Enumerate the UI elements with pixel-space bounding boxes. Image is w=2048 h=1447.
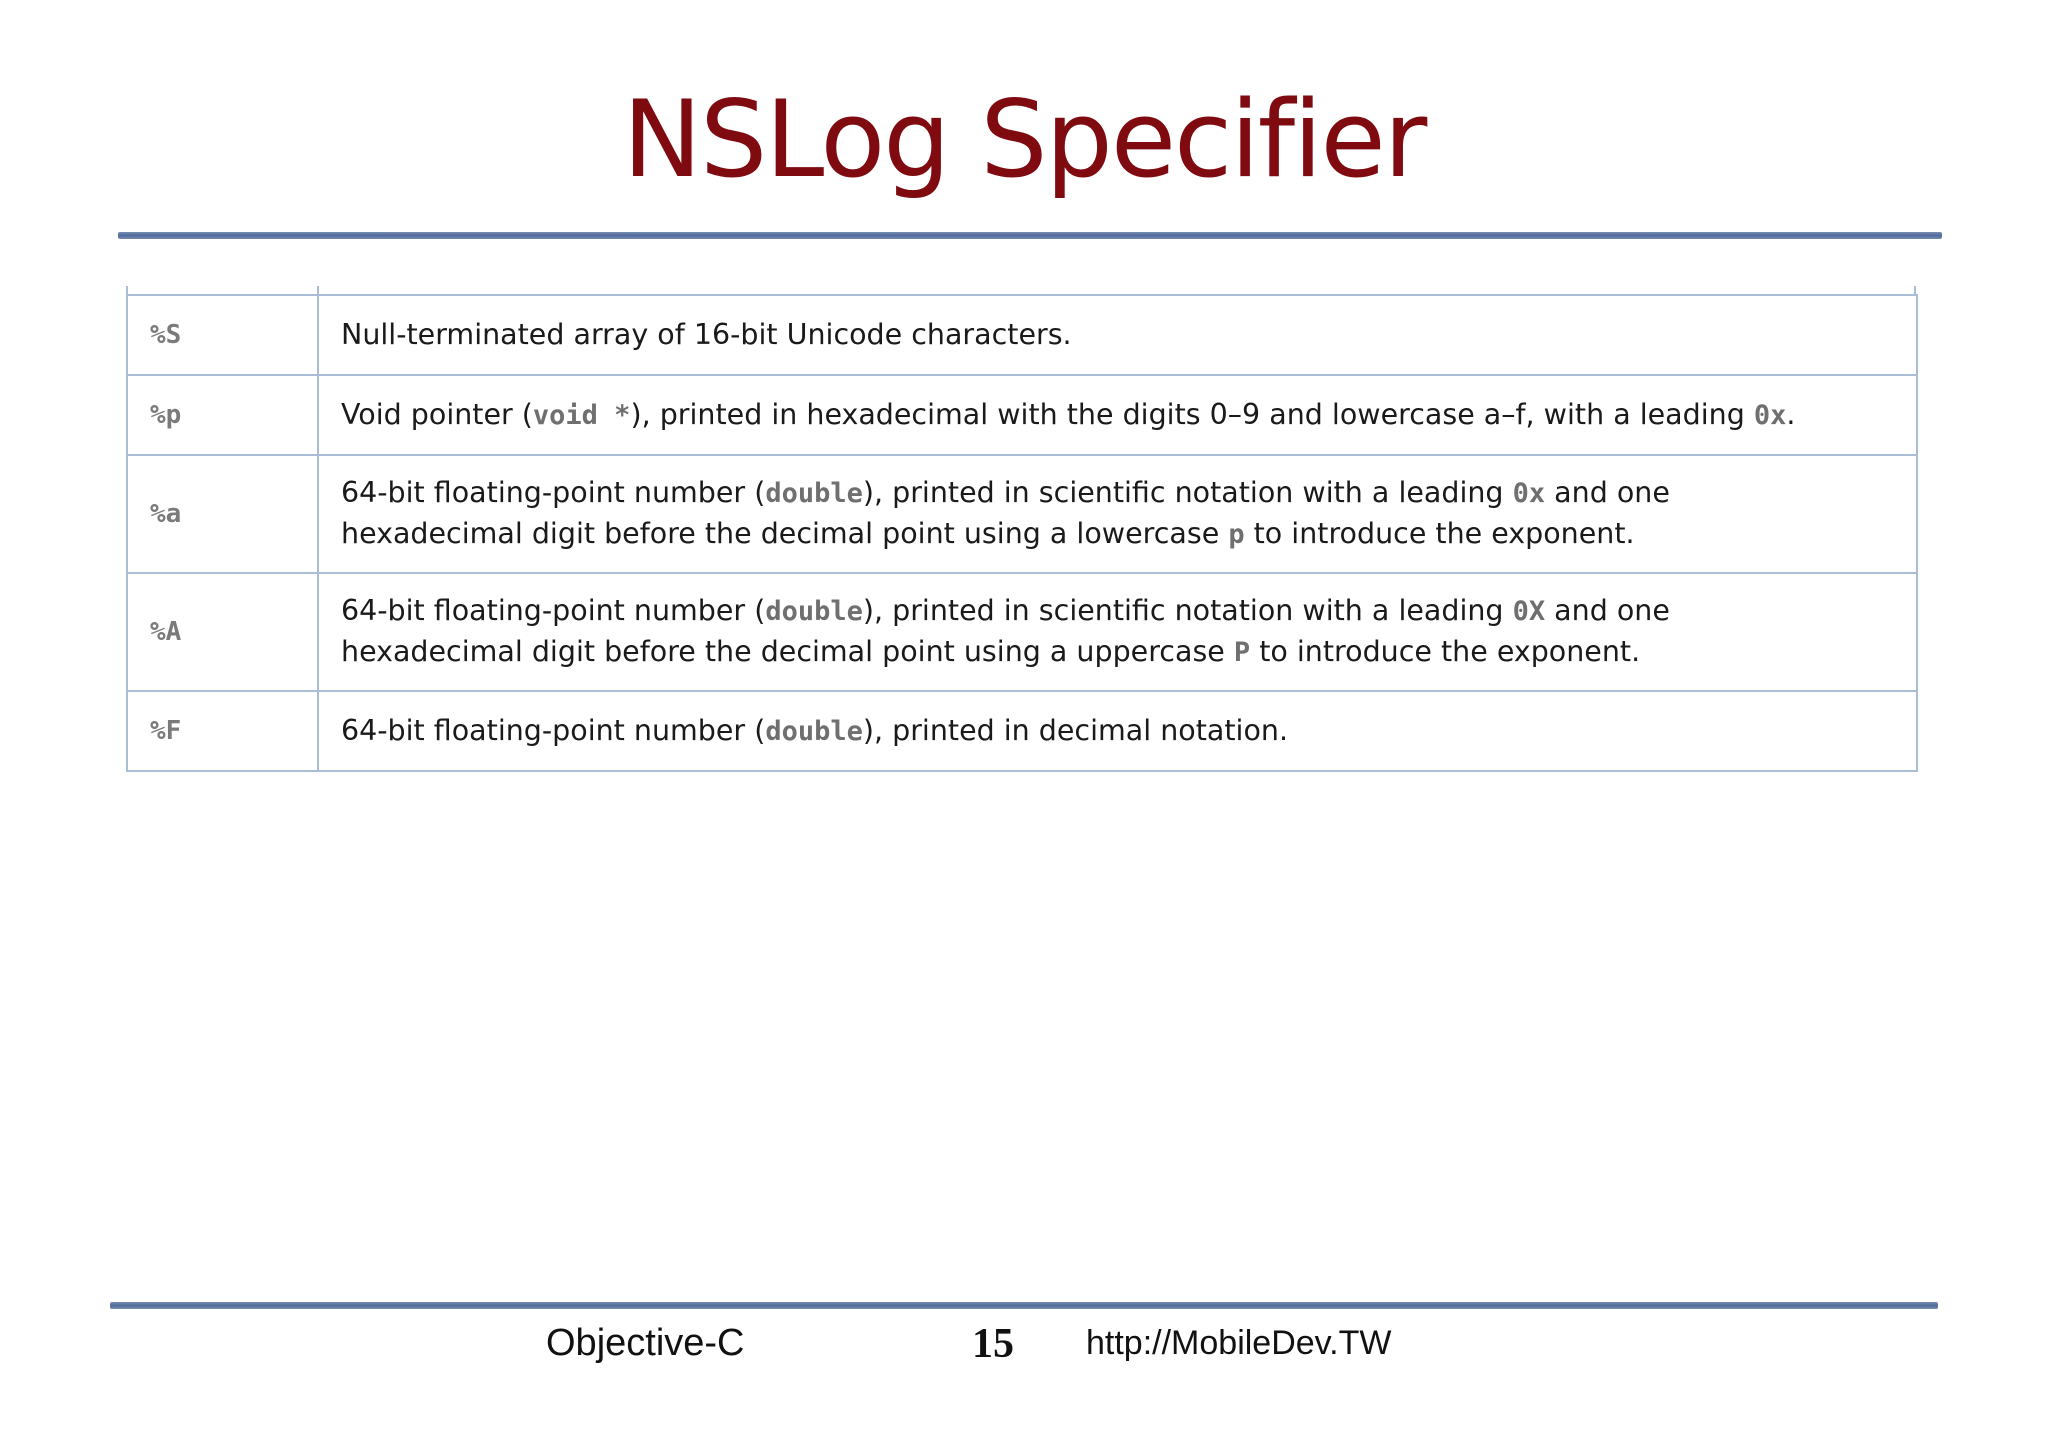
specifier-table-body	[127, 295, 1917, 771]
description-text: 64-bit floating-point number (	[341, 594, 766, 627]
description-text: and one	[1545, 594, 1670, 627]
description-cell	[318, 691, 1917, 771]
code-fragment: 0x	[1753, 399, 1787, 431]
page-number: 15	[972, 1321, 1014, 1367]
description-text: Void pointer (	[341, 397, 533, 431]
description-cell	[318, 455, 1917, 573]
description-text: ), printed in decimal notation.	[862, 713, 1289, 747]
description-text: Null-terminated array of 16-bit Unicode characters.	[341, 318, 1072, 351]
specifier-cell: %S	[127, 295, 318, 375]
description-text: ), printed in hexadecimal with the digits 0–9 and lowercase a–f, with a leading	[630, 397, 1754, 431]
code-fragment: 0x	[1512, 478, 1546, 509]
code-fragment: double	[765, 715, 863, 747]
footer-divider	[110, 1302, 1938, 1309]
description-text: hexadecimal digit before the decimal point using a lowercase	[341, 517, 1229, 550]
description-text: 64-bit floating-point number (	[341, 476, 766, 509]
description-text: hexadecimal digit before the decimal point using a uppercase	[341, 635, 1234, 668]
description-cell	[318, 295, 1917, 375]
description-text: to introduce the exponent.	[1250, 635, 1641, 668]
code-fragment: 0X	[1512, 596, 1546, 627]
code-fragment: p	[1228, 519, 1245, 550]
specifier-cell: %F	[127, 691, 318, 771]
description-text: ), printed in scientific notation with a leading	[862, 594, 1513, 627]
specifier-cell: %p	[127, 375, 318, 455]
code-fragment: void *	[532, 399, 631, 431]
title-divider	[118, 232, 1942, 239]
description-text: ), printed in scientific notation with a leading	[862, 476, 1513, 509]
description-text: .	[1786, 397, 1796, 431]
code-fragment: double	[765, 478, 863, 509]
specifier-cell: %a	[127, 455, 318, 573]
specifier-cell: %A	[127, 573, 318, 691]
slide-title: NSLog Specifier	[622, 78, 1426, 201]
table-row	[127, 455, 1917, 573]
table-row	[127, 691, 1917, 771]
table-row	[127, 295, 1917, 375]
description-text: and one	[1545, 476, 1670, 509]
description-text: 64-bit floating-point number (	[341, 713, 766, 747]
code-fragment: P	[1233, 637, 1251, 668]
description-cell	[318, 375, 1917, 455]
table-row	[127, 375, 1917, 455]
specifier-table	[126, 294, 1918, 772]
table-row	[127, 573, 1917, 691]
description-cell	[318, 573, 1917, 691]
footer-url: http://MobileDev.TW	[1086, 1324, 1392, 1362]
footer-course-label: Objective-C	[546, 1322, 745, 1364]
description-text: to introduce the exponent.	[1244, 517, 1635, 550]
code-fragment: double	[765, 596, 863, 627]
